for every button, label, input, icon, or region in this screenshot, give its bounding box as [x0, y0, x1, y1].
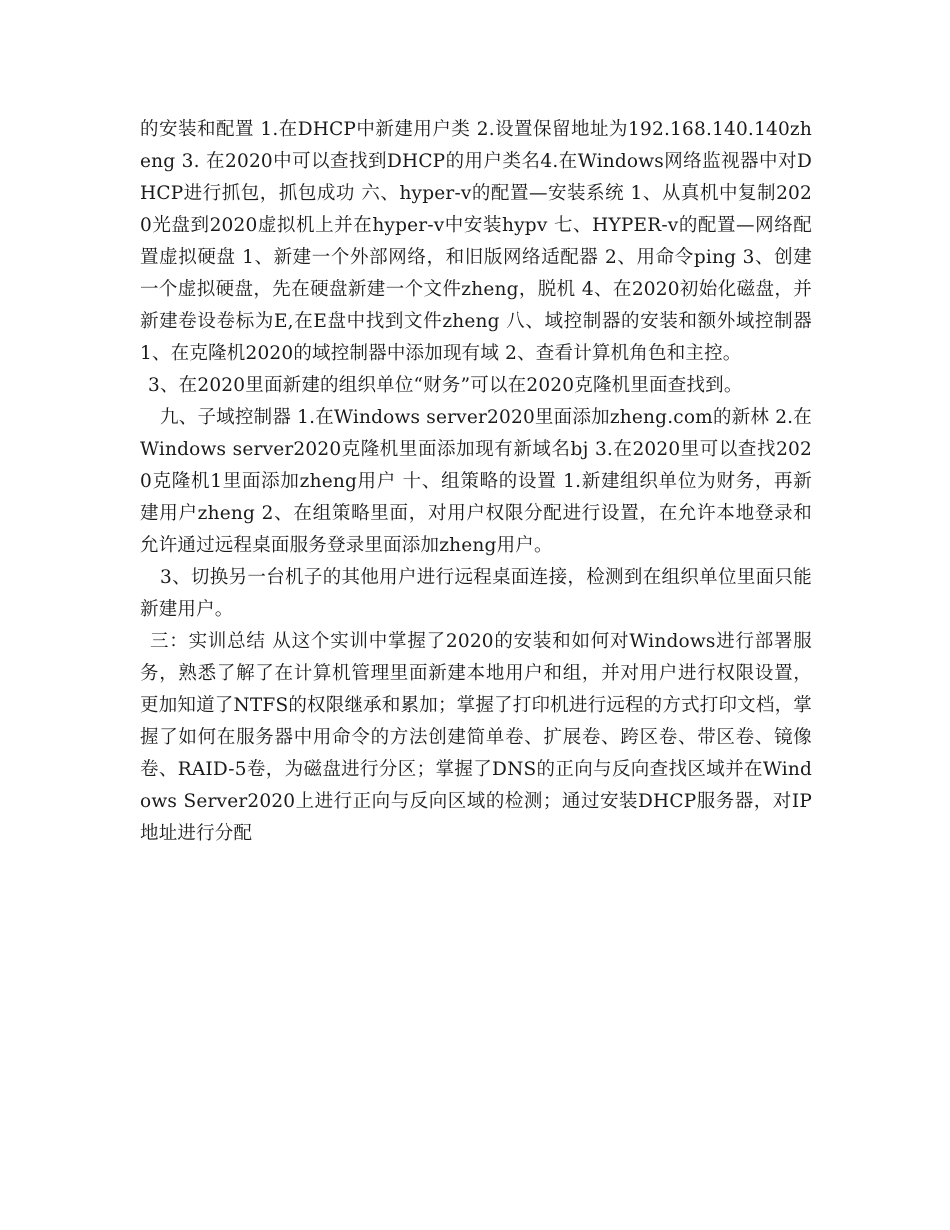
paragraph-ou-finance: 3、在2020里面新建的组织单位“财务”可以在2020克隆机里面查找到。 [148, 375, 743, 396]
paragraph-lab-steps: 的安装和配置 1.在DHCP中新建用户类 2.设置保留地址为192.168.140.140zheng 3. 在2020中可以查找到DHCP的用户类名4.在Windows网络监视器中对DHCP进行抓包，抓包成功 六、hyper-v的配置—安装系统 1、从真机中复制2020光盘到2020虚拟机上并在hyper-v中安装hypv 七、HYPER-v的配置—网络配置虚拟硬盘 1、新建一个外部网络，和旧版网络适配器 2、用命令ping 3、创建一个虚拟硬盘，先在硬盘新建一个文件zheng，脱机 4、在2020初始化磁盘，并新建卷设卷标为E,在E盘中找到文件zheng 八、域控制器的安装和额外域控制器 1、在克隆机2020的域控制器中添加现有域 2、查看计算机角色和主控。 [140, 119, 812, 364]
document-body [140, 114, 812, 850]
paragraph-child-domain-gpo: 九、子域控制器 1.在Windows server2020里面添加zheng.com的新林 2.在Windows server2020克隆机里面添加现有新域名bj 3.在2020里可以查找2020克隆机1里面添加zheng用户 十、组策略的设置 1.新建组织单位为财务，再新建用户zheng 2、在组策略里面，对用户权限分配进行设置，在允许本地登录和允许通过远程桌面服务登录里面添加zheng用户。 [140, 407, 812, 556]
paragraph-remote-desktop: 3、切换另一台机子的其他用户进行远程桌面连接，检测到在组织单位里面只能新建用户。 [140, 567, 812, 620]
paragraph-summary: 三：实训总结 从这个实训中掌握了2020的安装和如何对Windows进行部署服务，熟悉了解了在计算机管理里面新建本地用户和组，并对用户进行权限设置，更加知道了NTFS的权限继承和累加；掌握了打印机进行远程的方式打印文档，掌握了如何在服务器中用命令的方法创建简单卷、扩展卷、跨区卷、带区卷、镜像卷、RAID-5卷，为磁盘进行分区；掌握了DNS的正向与反向查找区域并在Windows Server2020上进行正向与反向区域的检测；通过安装DHCP服务器，对IP地址进行分配 [140, 631, 812, 844]
